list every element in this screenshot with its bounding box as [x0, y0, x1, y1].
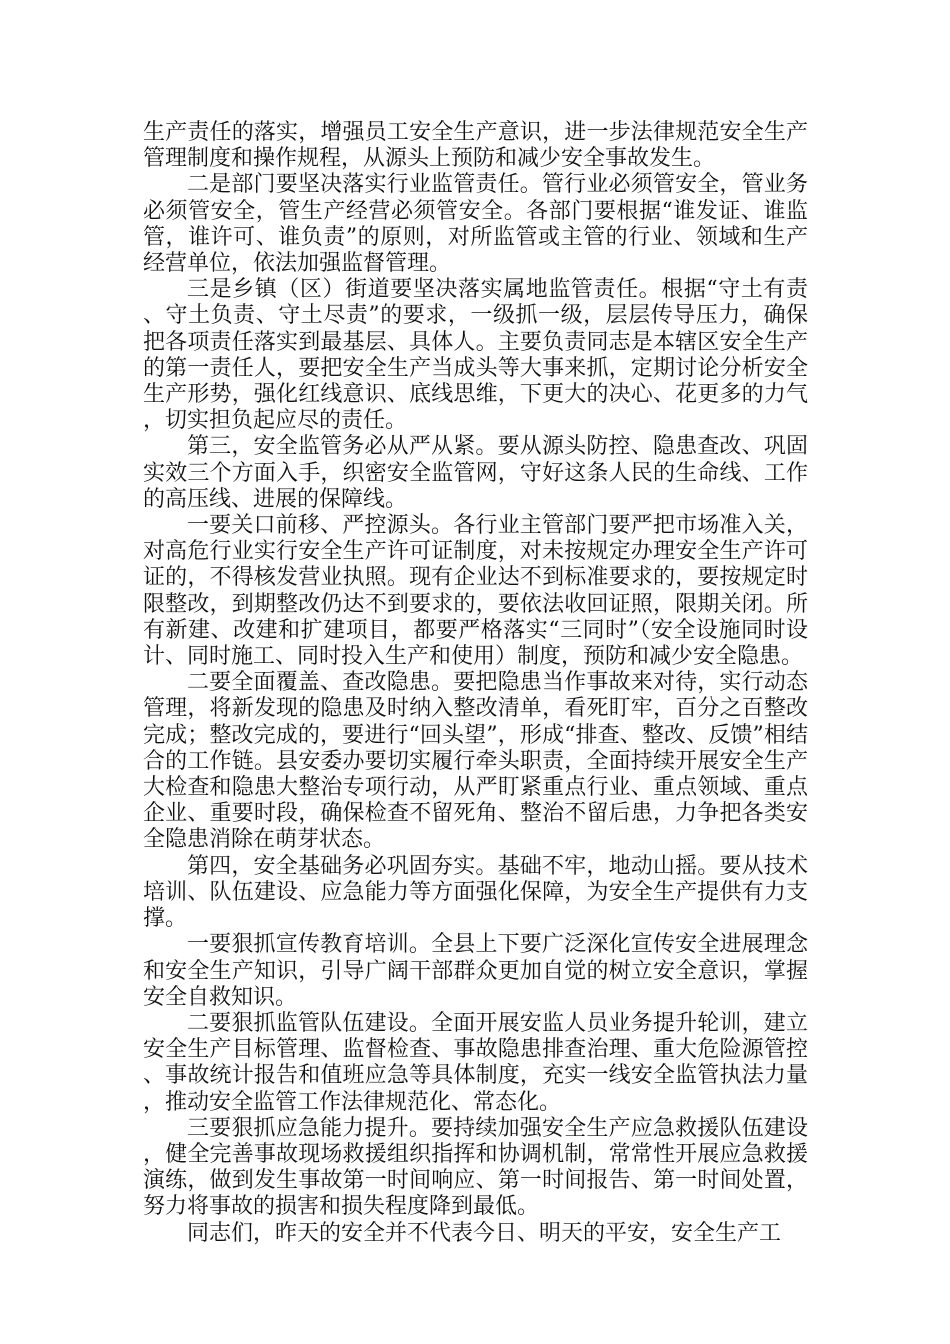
paragraph-2: 二是部门要坚决落实行业监管责任。管行业必须管安全，管业务必须管安全，管生产经营必须管安全。各部门要根据“谁发证、谁监管，谁许可、谁负责”的原则，对所监管或主管的行业、领域和生产经营单位，依法加强监督管理。 — [143, 172, 808, 277]
paragraph-9: 二要狠抓监管队伍建设。全面开展安监人员业务提升轮训，建立安全生产目标管理、监督检查、事故隐患排查治理、重大危险源管控、事故统计报告和值班应急等具体制度，充实一线安全监管执法力量，推动安全监管工作法律规范化、常态化。 — [143, 1010, 808, 1115]
paragraph-5: 一要关口前移、严控源头。各行业主管部门要严把市场准入关，对高危行业实行安全生产许可证制度，对未按规定办理安全生产许可证的，不得核发营业执照。现有企业达不到标准要求的，要按规定时限整改，到期整改仍达不到要求的，要依法收回证照，限期关闭。所有新建、改建和扩建项目，都要严格落实“三同时”（安全设施同时设计、同时施工、同时投入生产和使用）制度，预防和减少安全隐患。 — [143, 513, 808, 670]
paragraph-8: 一要狠抓宣传教育培训。全县上下要广泛深化宣传安全进展理念和安全生产知识，引导广阔干部群众更加自觉的树立安全意识，掌握安全自救知识。 — [143, 932, 808, 1010]
document-body — [143, 120, 808, 1247]
paragraph-4: 第三，安全监管务必从严从紧。要从源头防控、隐患查改、巩固实效三个方面入手，织密安全监管网，守好这条人民的生命线、工作的高压线、进展的保障线。 — [143, 434, 808, 512]
paragraph-11: 同志们，昨天的安全并不代表今日、明天的平安，安全生产工 — [187, 1220, 782, 1246]
paragraph-6: 二要全面覆盖、查改隐患。要把隐患当作事故来对待，实行动态管理，将新发现的隐患及时纳入整改清单，看死盯牢，百分之百整改完成；整改完成的，要进行“回头望”，形成“排查、整改、反馈”相结合的工作链。县安委办要切实履行牵头职责，全面持续开展安全生产大检查和隐患大整治专项行动，从严盯紧重点行业、重点领域、重点企业、重要时段，确保检查不留死角、整治不留后患，力争把各类安全隐患消除在萌芽状态。 — [143, 670, 808, 853]
paragraph-10: 三要狠抓应急能力提升。要持续加强安全生产应急救援队伍建设，健全完善事故现场救援组织指挥和协调机制，常常性开展应急救援演练，做到发生事故第一时间响应、第一时间报告、第一时间处置，努力将事故的损害和损失程度降到最低。 — [143, 1115, 808, 1220]
paragraph-7: 第四，安全基础务必巩固夯实。基础不牢，地动山摇。要从技术培训、队伍建设、应急能力等方面强化保障，为安全生产提供有力支撑。 — [143, 853, 808, 932]
paragraph-3: 三是乡镇（区）街道要坚决落实属地监管责任。根据“守土有责、守土负责、守土尽责”的要求，一级抓一级，层层传导压力，确保把各项责任落实到最基层、具体人。主要负责同志是本辖区安全生产的第一责任人，要把安全生产当成头等大事来抓，定期讨论分析安全生产形势，强化红线意识、底线思维，下更大的决心、花更多的力气，切实担负起应尽的责任。 — [143, 277, 808, 434]
paragraph-1: 生产责任的落实，增强员工安全生产意识，进一步法律规范安全生产管理制度和操作规程，从源头上预防和减少安全事故发生。 — [143, 120, 808, 172]
